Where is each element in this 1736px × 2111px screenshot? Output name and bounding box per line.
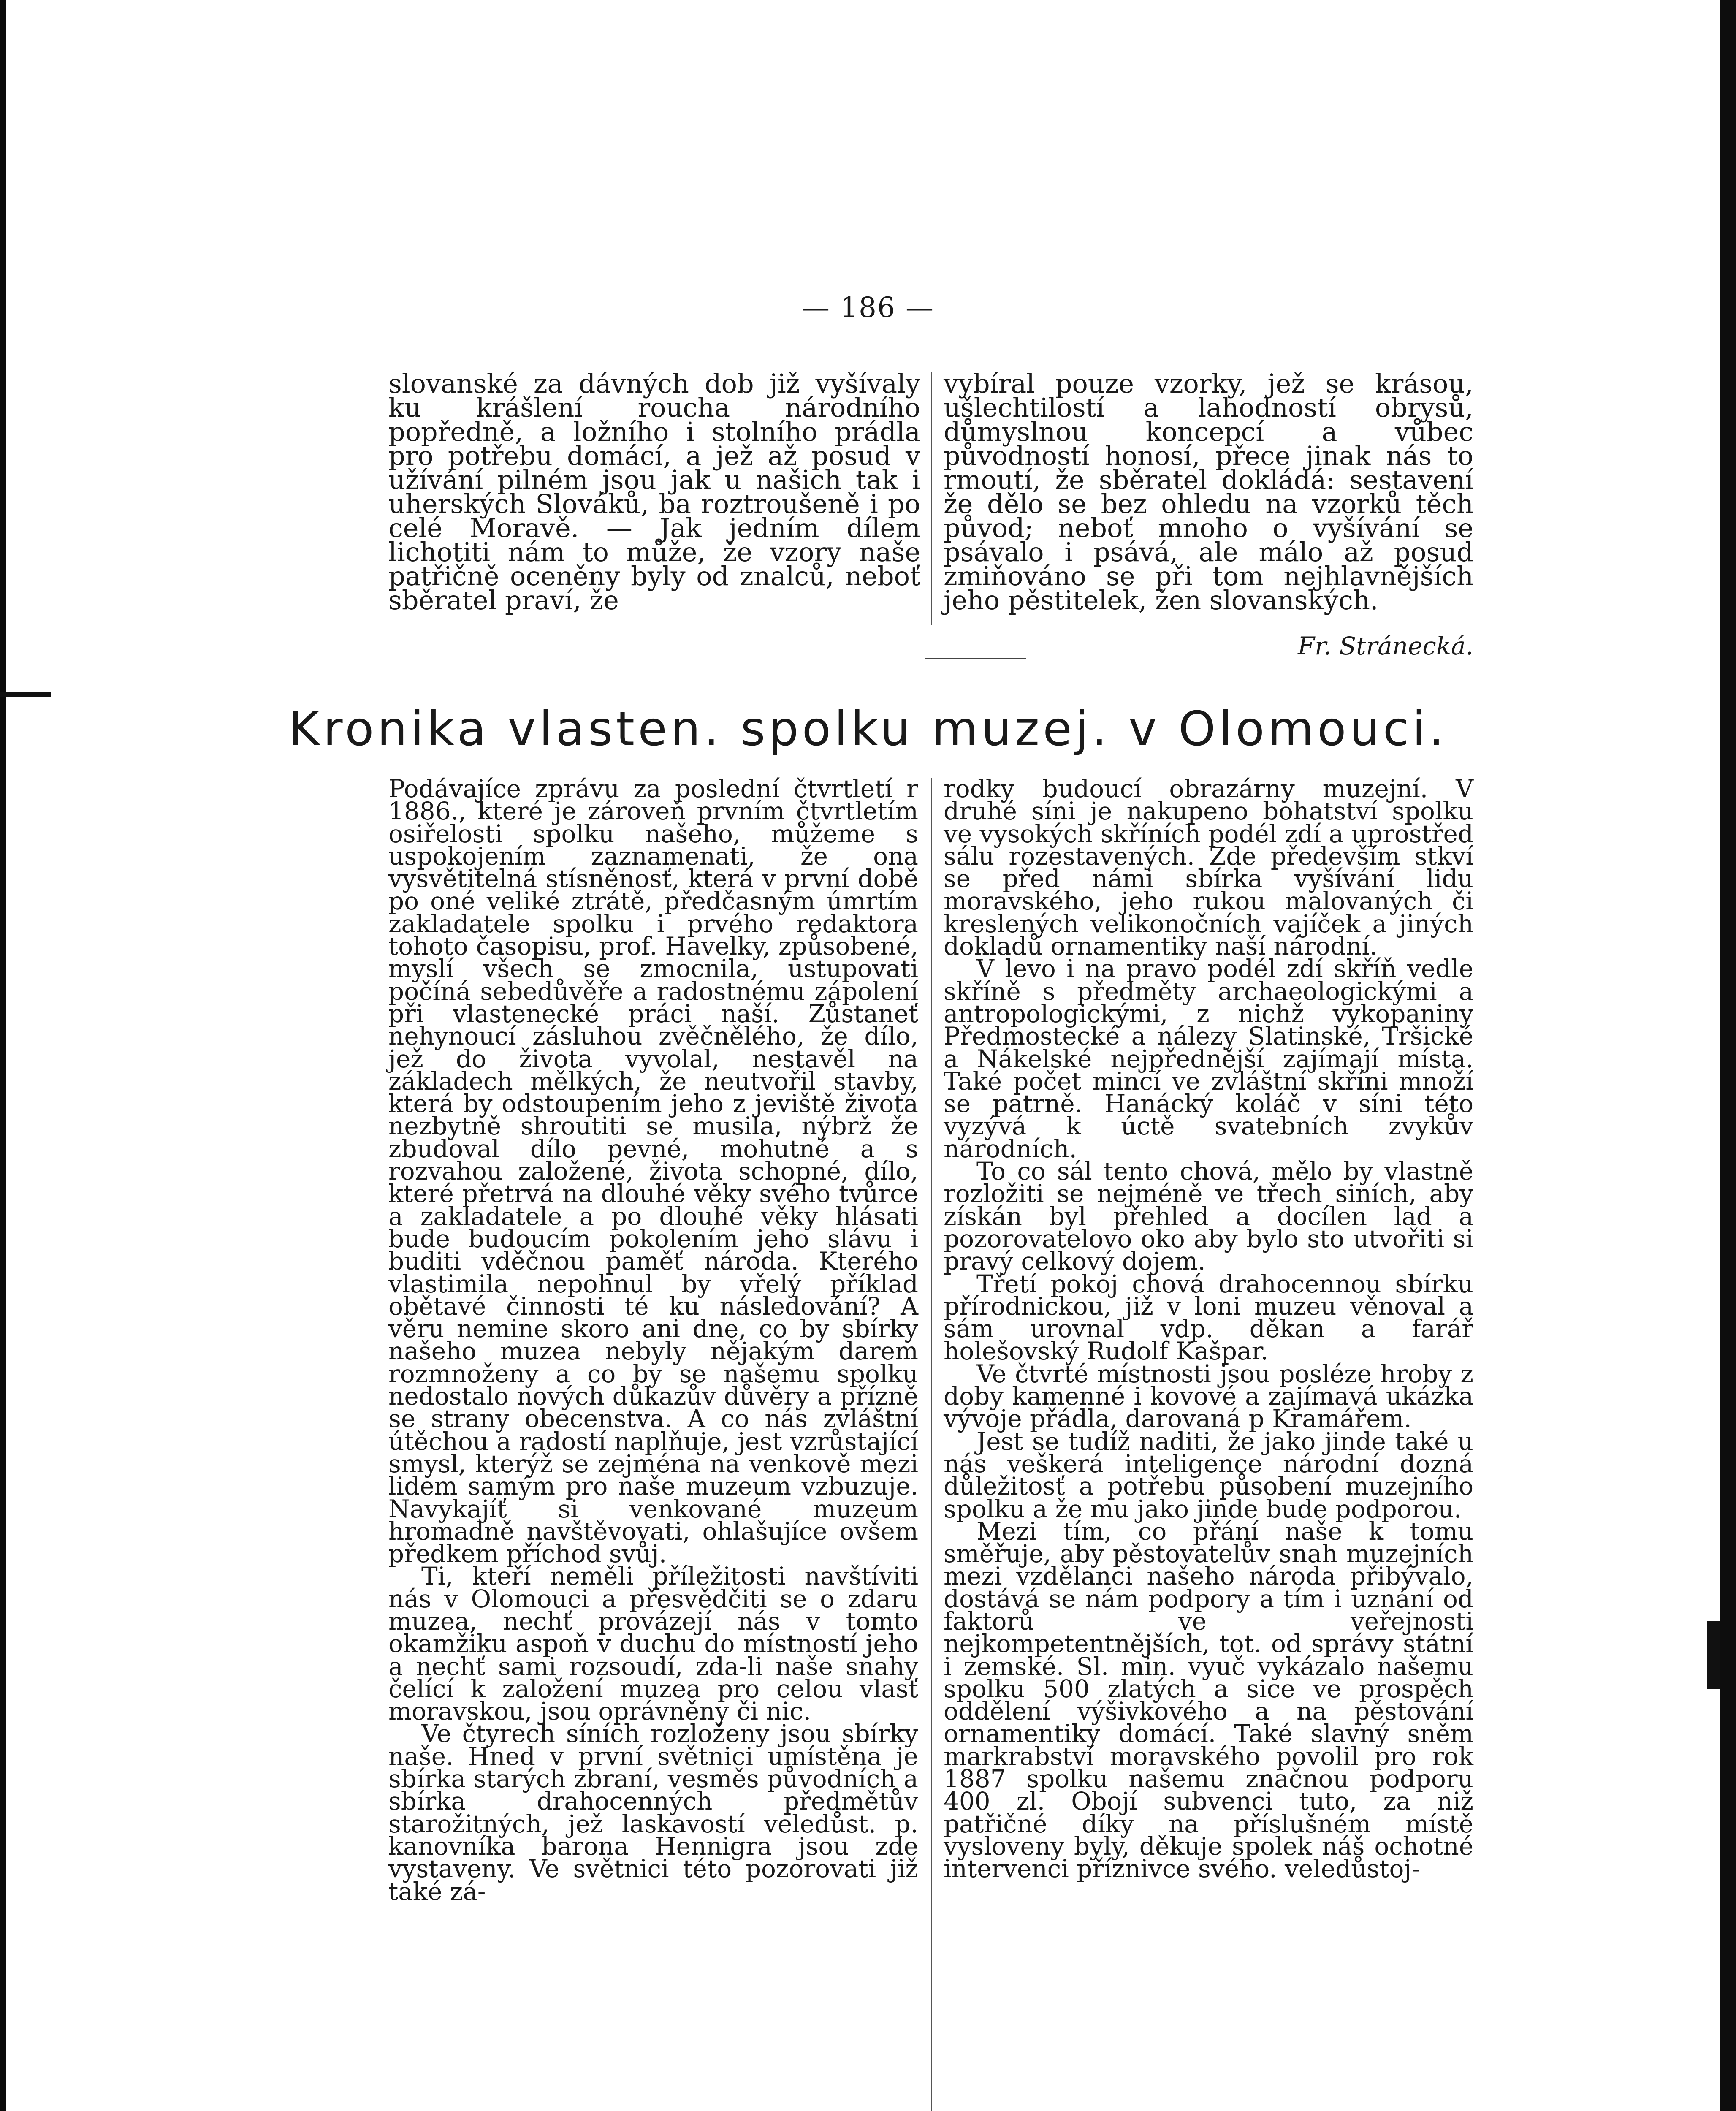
- column-divider: [931, 778, 932, 2111]
- top-text-right-column: [944, 368, 1473, 616]
- article-left-column: [388, 774, 918, 1906]
- column-divider: [931, 372, 932, 625]
- paragraph: Ve čtvrté místnosti jsou posléze hroby z doby kamenné i kovové a zajímavá ukázka vývoje přádla, darovaná p Kramářem.: [944, 1359, 1473, 1433]
- paragraph: Ti, kteří neměli příležitosti navštíviti nás v Olomouci a přesvědčiti se o zdaru muzea, nechť provázejí nás v tomto okamžiku aspoň v duchu do místností jeho a nechť sami rozsoudí, zda-li naše snahy čelící k založení muzea pro celou vlasť moravskou, jsou oprávněny či nic.: [388, 1562, 918, 1726]
- scan-mark: [0, 692, 51, 697]
- top-text-left-column: [388, 368, 920, 616]
- paragraph: Podávajíce zprávu za poslední čtvrtletí r 1886., které je zároveň prvním čtvrtletím osiřelosti spolku našeho, můžeme s uspokojením zaznamenati, že ona vysvětitelná stísněnosť, která v první době po oné veliké ztrátě, předčasným úmrtím zakladatele spolku i prvého redaktora tohoto časopisu, prof. Havelky, způsobené, myslí všech se zmocnila, ustupovati počíná sebedůvěře a radostnému zápolení při vlastenecké práci naší. Zůstaneť nehynoucí zásluhou zvěčnělého, že dílo, jež do života vyvolal, nestavěl na základech mělkých, že neutvořil stavby, která by odstoupením jeho z jeviště života nezbytně shroutiti se musila, nýbrž že zbudoval dílo pevné, mohutné a s rozvahou založené, života schopné, dílo, které přetrvá na dlouhé věky svého tvůrce a zakladatele a po dlouhé věky hlásati bude budoucím pokolením jeho slávu i buditi vděčnou paměť národa. Kterého vlastimila nepohnul by vřelý příklad obětavé činnosti té ku následování? A věru nemine skoro ani dne, co by sbírky našeho muzea nebyly nějakým darem rozmnoženy a co by se našemu spolku nedostalo nových důkazův důvěry a přízně se strany obecenstva. A co nás zvláštní útěchou a radostí naplňuje, jest vzrůstající smysl, kterýž se zejména na venkově mezi lidem samým pro naše muzeum vzbuzuje. Navykajíť si venkované muzeum hromadně navštěvovati, ohlašujíce ovšem předkem příchod svůj.: [388, 774, 918, 1568]
- scan-mark: [1707, 1621, 1720, 1689]
- article-right-column: [944, 774, 1473, 1883]
- paragraph: Jest se tudíž naditi, že jako jinde také u nás veškerá inteligence národní dozná důležitosť a potřebu působení muzejního spolku a že mu jako jinde bude podporou.: [944, 1427, 1473, 1523]
- paragraph: Třetí pokoj chová drahocennou sbírku přírodnickou, již v loni muzeu věnoval a sám urovnal vdp. děkan a farář holešovský Rudolf Kašpar.: [944, 1269, 1473, 1366]
- paragraph: Mezi tím, co přání naše k tomu směřuje, aby pěstovatelův snah muzejních mezi vzdělanci našeho národa přibývalo, dostává se nám podpory a tím i uznání od faktorů ve veřejnosti nejkompetentnějších, tot. od správy státní i zemské. Sl. min. vyuč vykázalo našemu spolku 500 zlatých a sice ve prospěch oddělení výšivkového a na pěstování ornamentiky domácí. Také slavný sněm markrabství moravského povolil pro rok 1887 spolku našemu značnou podporu 400 zl. Obojí subvenci tuto, za niž patřičné díky na příslušném místě vysloveny byly, děkuje spolek náš ochotné intervenci příznivce svého. veledůstoj-: [944, 1517, 1473, 1883]
- article-title: Kronika vlasten. spolku muzej. v Olomouci.: [289, 702, 1447, 757]
- paragraph: slovanské za dávných dob již vyšívaly ku krášlení roucha národního popředně, a ložního i stolního prádla pro potřebu domácí, a jež až posud v užívání pilném jsou jak u našich tak i uherských Slováků, ba roztroušeně i po celé Moravě. — Jak jedním dílem lichotiti nám to může, že vzory naše patřičně oceněny byly od znalců, neboť sběratel praví, že: [388, 368, 920, 616]
- paragraph: vybíral pouze vzorky, jež se krásou, ušlechtilostí a lahodností obrysů, důmyslnou koncepcí a vůbec původností honosí, přece jinak nás to rmoutí, že sběratel dokládá: sestavení že dělo se bez ohledu na vzorků těch původ; neboť mnoho o vyšívání se psávalo i psává, ale málo až posud zmiňováno se při tom nejhlavnějších jeho pěstitelek, žen slovanských.: [944, 368, 1473, 616]
- paragraph: To co sál tento chová, mělo by vlastně rozložiti se nejméně ve třech siních, aby získán byl přehled a docílen lad a pozorovatelovo oko aby bylo sto utvořiti si pravý celkový dojem.: [944, 1157, 1473, 1276]
- paragraph: rodky budoucí obrazárny muzejní. V druhé síni je nakupeno bohatství spolku ve vysokých skříních podél zdí a uprostřed sálu rozestavených. Zde především stkví se před námi sbírka vyšívání lidu moravského, jeho rukou malovaných či kreslených velikonočních vajíček a jiných dokladů ornamentiky naší národní.: [944, 774, 1473, 961]
- author-signature: Fr. Stránecká.: [1297, 632, 1473, 660]
- paragraph: V levo i na pravo podél zdí skříň vedle skříně s předměty archaeologickými a antropologickými, z nichž vykopaniny Předmostecké a nálezy Slatinské, Tršické a Nákelské nejpřednější zajímají místa. Také počet mincí ve zvláštní skříni množí se patrně. Hanácký koláč v síni této vyzývá k úctě svatebních zvykův národních.: [944, 954, 1473, 1163]
- section-divider: [925, 658, 1026, 659]
- paragraph: Ve čtyrech síních rozloženy jsou sbírky naše. Hned v první světnici umístěna je sbírka starých zbraní, vesměs původních a sbírka drahocenných předmětův starožitných, jež laskavostí veledůst. p. kanovníka barona Hennigra jsou zde vystaveny. Ve světnici této pozorovati již také zá-: [388, 1719, 918, 1906]
- page-number: — 186 —: [802, 291, 934, 324]
